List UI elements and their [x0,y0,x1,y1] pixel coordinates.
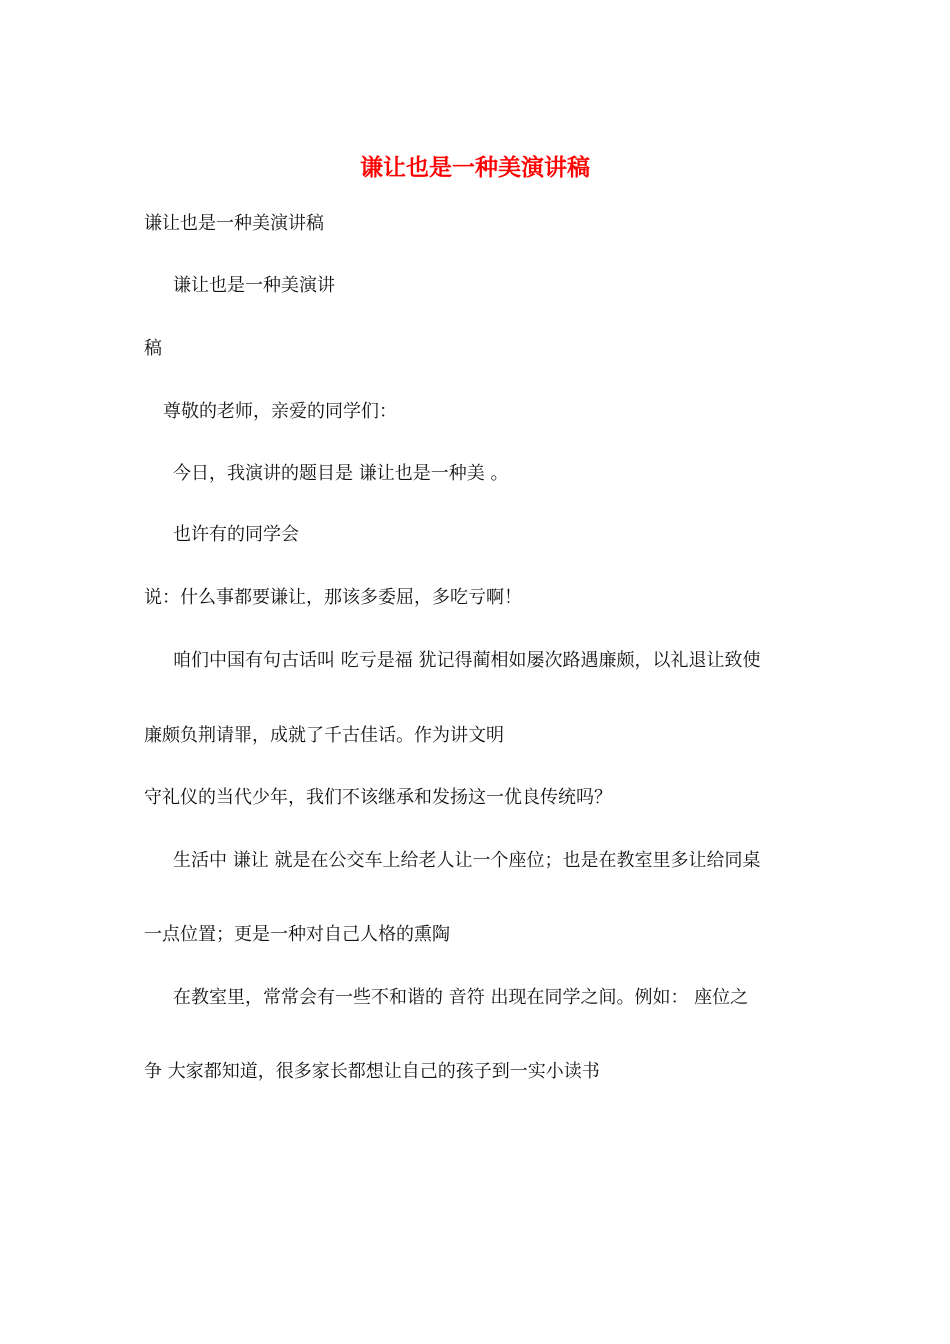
body-line: 在教室里，常常会有一些不和谐的 音符 出现在同学之间。例如： 座位之 [173,987,749,1008]
body-line: 谦让也是一种美演讲 [173,275,335,296]
body-line: 一点位置；更是一种对自己人格的熏陶 [144,924,450,945]
document-title: 谦让也是一种美演讲稿 [360,154,590,181]
body-line: 争 大家都知道，很多家长都想让自己的孩子到一实小读书 [144,1061,600,1082]
body-line: 也许有的同学会 [173,524,299,545]
body-line: 廉颇负荆请罪，成就了千古佳话。作为讲文明 [144,725,504,746]
body-line: 守礼仪的当代少年，我们不该继承和发扬这一优良传统吗？ [144,787,612,808]
body-line: 尊敬的老师，亲爱的同学们： [163,401,397,422]
body-line: 谦让也是一种美演讲稿 [144,213,324,234]
body-line: 稿 [144,338,162,359]
body-line: 说：什么事都要谦让，那该多委屈，多吃亏啊！ [144,587,522,608]
body-line: 今日，我演讲的题目是 谦让也是一种美 。 [173,463,509,484]
body-line: 生活中 谦让 就是在公交车上给老人让一个座位；也是在教室里多让给同桌 [173,850,761,871]
body-line: 咱们中国有句古话叫 吃亏是福 犹记得蔺相如屡次路遇廉颇，以礼退让致使 [173,650,761,671]
